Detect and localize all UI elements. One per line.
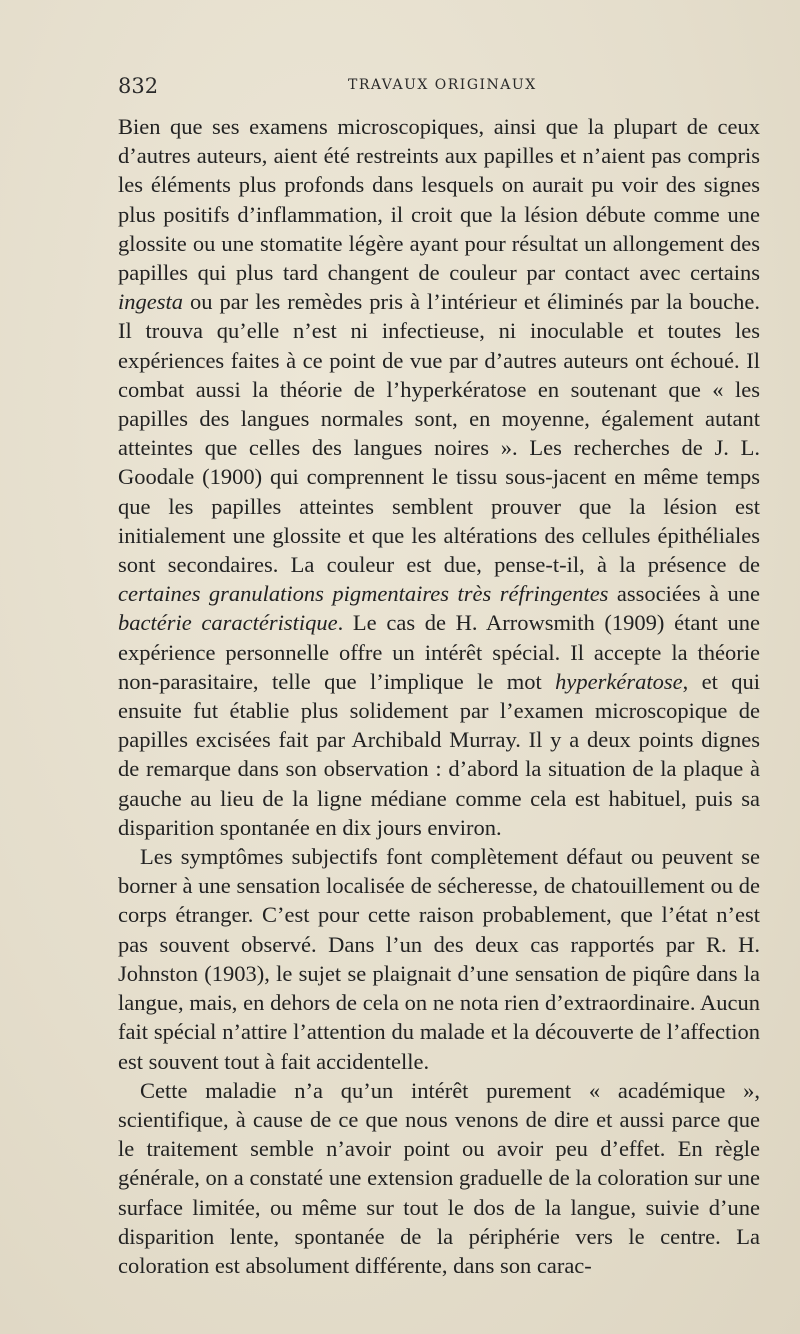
text-run: Cette maladie n’a qu’un intérêt purement « académique », scientifique, à cause de ce que nous venons de dire et aussi parce que le traitement semble n’avoir point ou avoir peu d’effet. En règle générale, on a constaté une extension graduelle de la coloration sur une surface limitée, ou même sur tout le dos de la langue, suivie d’une disparition lente, spontanée de la périphérie vers le centre. La coloration est absolument différente, dans son carac-	[118, 1077, 760, 1278]
paragraph-1	[118, 112, 760, 842]
text-run: Les symptômes subjectifs font complètement défaut ou peuvent se borner à une sensation localisée de sécheresse, de chatouillement ou de corps étranger. C’est pour cette raison probablement, que l’état n’est pas souvent observé. Dans l’un des deux cas rapportés par R. H. Johnston (1903), le sujet se plaignait d’une sensation de piqûre dans la langue, mais, en dehors de cela on ne nota rien d’extraordinaire. Aucun fait spécial n’attire l’attention du malade et la découverte de l’affection est souvent tout à fait accidentelle.	[118, 844, 760, 1074]
text-run: , et qui ensuite fut établie plus solidement par l’examen microscopique de papilles excisées fait par Archibald Murray. Il y a deux points dignes de remarque dans son observation : d’abord la situation de la plaque à gauche au lieu de la ligne médiane comme cela est habituel, puis sa disparition spontanée en dix jours environ.	[118, 668, 761, 840]
body-text	[118, 112, 760, 1280]
text-run: . Le cas de H. Arrowsmith (1909) étant une expérience personnelle offre un intérêt spécial. Il accepte la théorie non-parasitaire, telle que l’implique le mot	[118, 610, 760, 694]
paragraph-2	[118, 842, 760, 1076]
running-head: TRAVAUX ORIGINAUX	[348, 77, 537, 93]
text-run: Bien que ses examens microscopiques, ainsi que la plupart de ceux d’autres auteurs, aient été restreints aux papilles et n’aient pas compris les éléments plus profonds dans lesquels on aurait pu voir des signes plus positifs d’inflammation, il croit que la lésion débute comme une glossite ou une stomatite légère ayant pour résultat un allongement des papilles qui plus tard changent de couleur par contact avec certains	[118, 114, 760, 286]
text-run: ou par les remèdes pris à l’intérieur et éliminés par la bouche. Il trouva qu’elle n’est ni infectieuse, ni inoculable et toutes les expériences faites à ce point de vue par d’autres auteurs ont échoué. Il combat aussi la théorie de l’hyperkératose en soutenant que « les papilles des langues normales sont, en moyenne, également autant atteintes que celles des langues noires ». Les recherches de J. L. Goodale (1900) qui comprennent le tissu sous-jacent en même temps que les papilles atteintes semblent prouver que la lésion est initialement une glossite et que les altérations des cellules épithéliales sont secondaires. La couleur est due, pense-t-il, à la présence de	[118, 289, 760, 578]
italic-run: bactérie caractéristique	[118, 610, 338, 636]
page-number: 832	[118, 74, 159, 98]
italic-run: hyperkératose	[555, 668, 683, 694]
italic-run: ingesta	[118, 289, 183, 315]
page-header	[118, 74, 758, 104]
italic-run: certaines granulations pigmentaires très réfringentes	[118, 581, 609, 607]
text-run: associées à une	[608, 581, 760, 607]
paragraph-3	[118, 1076, 760, 1280]
